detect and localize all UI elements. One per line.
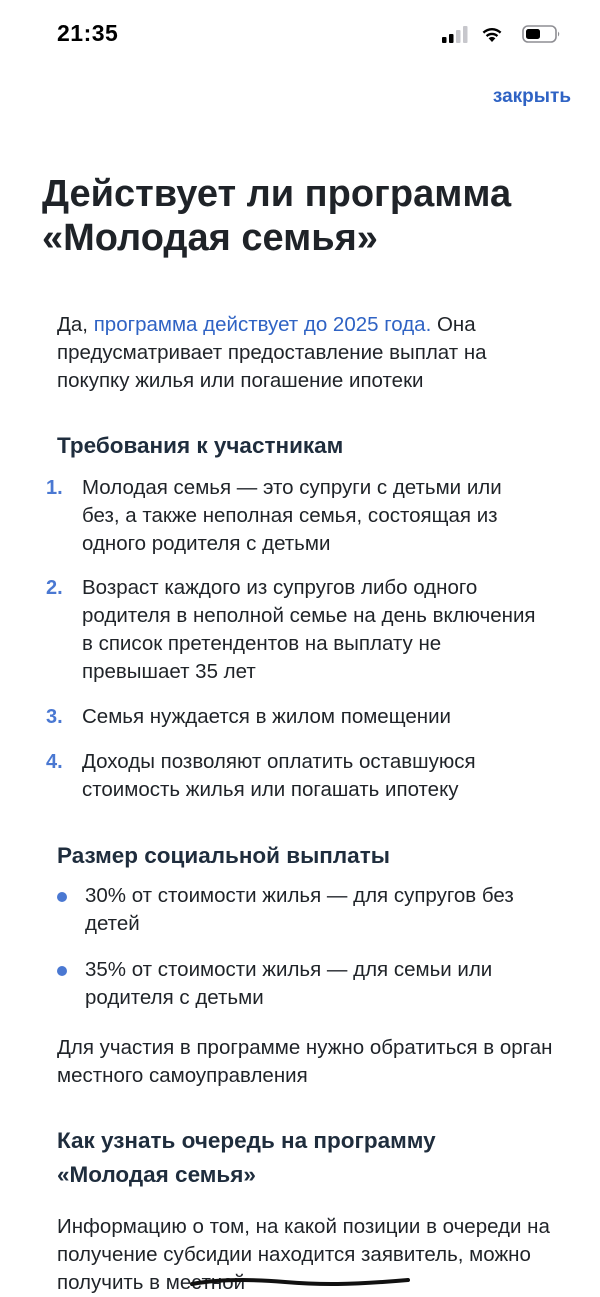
battery-icon [522,24,562,44]
intro-paragraph [57,311,557,395]
signal-icon [440,24,470,44]
bullet-icon [57,966,67,976]
wifi-icon [480,24,504,44]
list-number: 1. [46,477,63,499]
intro-prefix: Да, [57,313,94,336]
list-item-text: Семья нуждается в жилом помещении [82,705,451,728]
close-link[interactable]: закрыть [492,86,571,107]
list-item-text: 35% от стоимости жилья — для семьи или родителя с детьми [85,958,493,1009]
list-item-text: Молодая семья — это супруги с детьми или без, а также неполная семья, состоящая из одного родителя с детьми [82,476,502,555]
list-item-text: Доходы позволяют оплатить оставшуюся стоимость жилья или погашать ипотеку [82,750,476,801]
requirements-heading: Требования к участникам [57,433,344,458]
title-line-1: Действует ли программа [42,173,512,215]
page-title [42,172,562,260]
program-term-link[interactable]: программа действует до 2025 года. [93,313,432,336]
intro-suffix: Она предусматривает предоставление выплат на покупку жилья или погашение ипотеки [57,313,487,392]
list-number: 3. [46,706,63,728]
queue-heading: Как узнать очередь на программу «Молодая семья» [57,1128,436,1187]
title-line-2: «Молодая семья» [42,217,378,259]
status-icons [432,24,562,44]
bullet-icon [57,892,67,902]
list-item-text: 30% от стоимости жилья — для супругов без детей [85,884,514,935]
participation-note: Для участия в программе нужно обратиться в орган местного самоуправления [57,1036,553,1087]
status-time: 21:35 [57,20,119,46]
list-number: 4. [46,751,63,773]
payment-heading: Размер социальной выплаты [57,843,390,868]
strike-scribble [190,1275,410,1289]
queue-paragraph: Информацию о том, на какой позиции в очереди на получение субсидии находится заявитель, можно получить в местной [57,1215,550,1294]
list-item-text: Возраст каждого из супругов либо одного родителя в неполной семье на день включения в список претендентов на выплату не превышает 35 лет [82,576,536,683]
list-number: 2. [46,577,63,599]
